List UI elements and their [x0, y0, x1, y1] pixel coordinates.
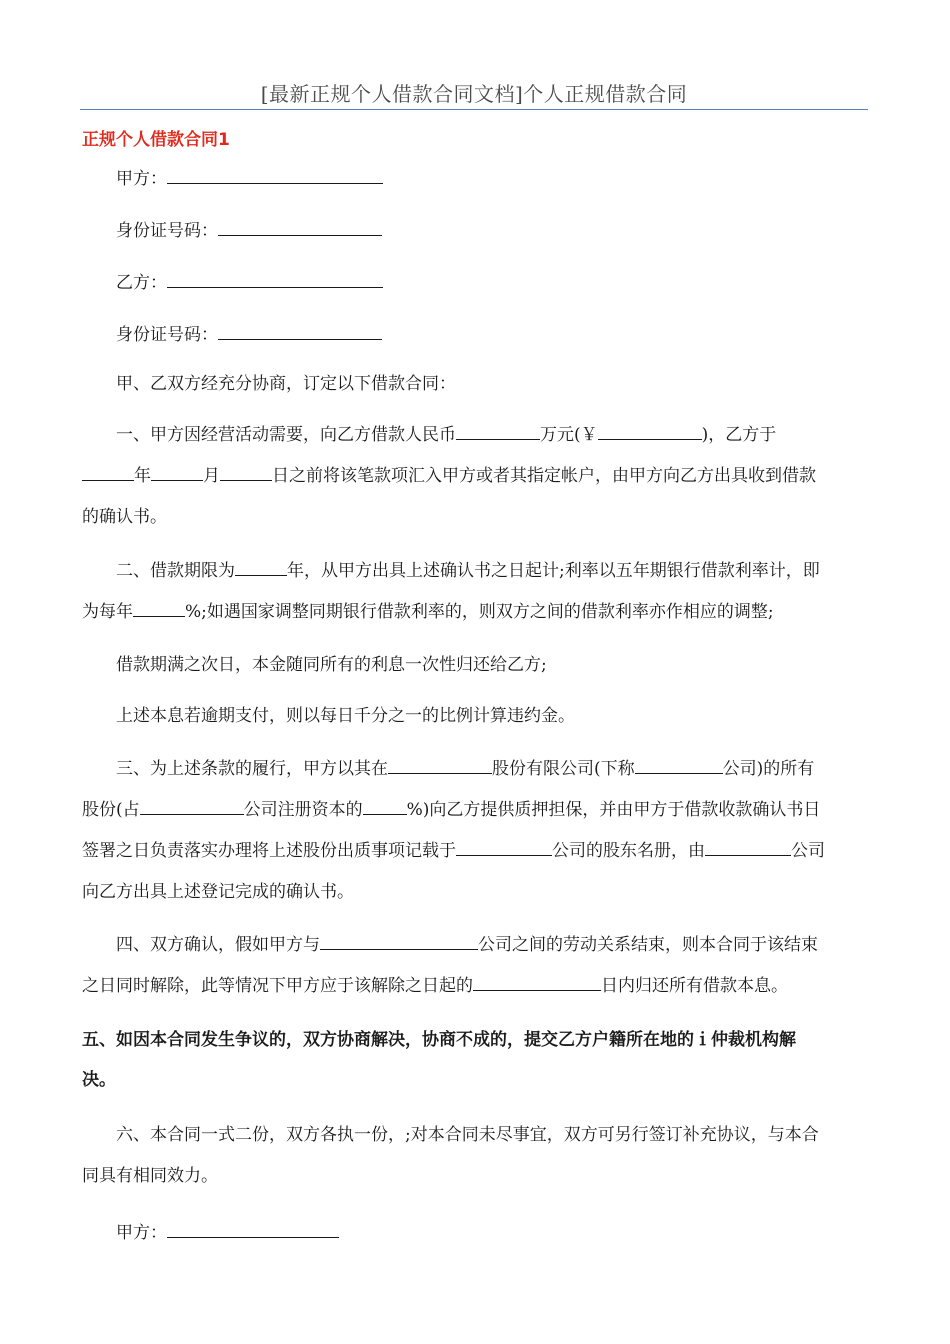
- clause-1: [82, 415, 872, 538]
- clause-4-text-d: 日内归还所有借款本息。: [601, 976, 788, 996]
- intro-paragraph: 甲、乙双方经充分协商，订定以下借款合同：: [116, 374, 456, 394]
- clause-1-line-1: [82, 415, 872, 456]
- register-company-blank: [456, 836, 552, 856]
- page-header: [最新正规个人借款合同文档]个人正规借款合同: [260, 82, 688, 106]
- party-a-id-blank: [218, 216, 382, 236]
- clause-2-line-2: [82, 592, 872, 633]
- party-b-id-blank: [218, 320, 382, 340]
- clause-1-line-2: [82, 456, 872, 497]
- repay-days-blank: [473, 971, 601, 991]
- issuing-company-blank: [705, 836, 791, 856]
- signature-blank: [167, 1218, 339, 1238]
- company-name-blank: [388, 754, 492, 774]
- clause-3-line-3: [82, 831, 872, 872]
- clause-1-line-3: 的确认书。: [82, 507, 167, 527]
- signature-row: [116, 1218, 339, 1245]
- party-a-row: [116, 164, 383, 191]
- clause-6: [82, 1115, 872, 1197]
- header-divider: [80, 109, 868, 110]
- clause-2: [82, 551, 872, 633]
- clause-3-text-c: 公司)的所有: [722, 759, 815, 779]
- clause-1-text-b: 万元(￥: [540, 425, 598, 445]
- clause-1-text-e: 月: [203, 466, 220, 486]
- clause-3-text-f: %)向乙方提供质押担保，并由甲方于借款收款确认书日: [406, 800, 821, 820]
- clause-2-text-c: 为每年: [82, 602, 133, 622]
- clause-2-repayment: 借款期满之次日，本金随同所有的利息一次性归还给乙方;: [116, 655, 547, 675]
- clause-3-line-2: [82, 790, 872, 831]
- clause-3-text-d: 股份(占: [82, 800, 140, 820]
- year-blank: [82, 461, 134, 481]
- clause-4-line-1: [82, 925, 872, 966]
- party-a-label: 甲方：: [116, 169, 167, 189]
- clause-3: [82, 749, 872, 913]
- clause-4-text-c: 之日同时解除，此等情况下甲方应于该解除之日起的: [82, 976, 473, 996]
- share-percent-blank: [363, 795, 407, 815]
- party-b-id-label: 身份证号码：: [116, 325, 218, 345]
- clause-1-text-d: 年: [134, 466, 151, 486]
- loan-amount-figure-blank: [598, 420, 702, 440]
- party-b-label: 乙方：: [116, 273, 167, 293]
- clause-5-line-2: 决。: [82, 1070, 116, 1090]
- party-b-row: [116, 268, 383, 295]
- loan-amount-blank: [456, 420, 540, 440]
- clause-1-text-c: )，乙方于: [701, 425, 777, 445]
- clause-5: [82, 1020, 872, 1100]
- clause-5-line-1: 五、如因本合同发生争议的，双方协商解决，协商不成的，提交乙方户籍所在地的ｉ仲裁机构解: [82, 1030, 796, 1050]
- clause-4: [82, 925, 872, 1007]
- clause-4-line-2: [82, 966, 872, 1007]
- clause-4-text-a: 四、双方确认，假如甲方与: [116, 935, 320, 955]
- party-b-id-row: [116, 320, 382, 347]
- month-blank: [151, 461, 203, 481]
- clause-2-penalty: 上述本息若逾期支付，则以每日千分之一的比例计算违约金。: [116, 706, 575, 726]
- clause-3-line-1: [82, 749, 872, 790]
- party-a-blank: [167, 164, 383, 184]
- party-a-id-label: 身份证号码：: [116, 221, 218, 241]
- clause-3-text-a: 三、为上述条款的履行，甲方以其在: [116, 759, 388, 779]
- interest-rate-blank: [133, 597, 185, 617]
- clause-2-text-d: %;如遇国家调整同期银行借款利率的，则双方之间的借款利率亦作相应的调整;: [185, 602, 774, 622]
- party-b-blank: [167, 268, 383, 288]
- signature-label: 甲方：: [116, 1223, 167, 1243]
- day-blank: [220, 461, 272, 481]
- clause-3-text-i: 公司: [791, 841, 825, 861]
- party-a-id-row: [116, 216, 382, 243]
- clause-6-line-2: 同具有相同效力。: [82, 1166, 218, 1186]
- company-short-name-blank: [635, 754, 723, 774]
- clause-2-text-b: 年，从甲方出具上述确认书之日起计;利率以五年期银行借款利率计，即: [287, 561, 820, 581]
- clause-1-text-f: 日之前将该笔款项汇入甲方或者其指定帐户，由甲方向乙方出具收到借款: [272, 466, 816, 486]
- clause-2-text-a: 二、借款期限为: [116, 561, 235, 581]
- document-title: 正规个人借款合同1: [82, 130, 230, 150]
- loan-term-blank: [235, 556, 287, 576]
- clause-2-line-1: [82, 551, 872, 592]
- clause-3-line-4: 向乙方出具上述登记完成的确认书。: [82, 882, 354, 902]
- clause-3-text-e: 公司注册资本的: [243, 800, 363, 820]
- clause-3-text-h: 公司的股东名册，由: [552, 841, 705, 861]
- clause-6-line-1: 六、本合同一式二份，双方各执一份，;对本合同未尽事宜，双方可另行签订补充协议，与本合: [116, 1125, 819, 1145]
- clause-4-text-b: 公司之间的劳动关系结束，则本合同于该结束: [478, 935, 818, 955]
- clause-1-text-a: 一、甲方因经营活动需要，向乙方借款人民币: [116, 425, 456, 445]
- share-company-blank: [140, 795, 244, 815]
- clause-3-text-g: 签署之日负责落实办理将上述股份出质事项记载于: [82, 841, 456, 861]
- employer-blank: [320, 930, 478, 950]
- clause-3-text-b: 股份有限公司(下称: [492, 759, 635, 779]
